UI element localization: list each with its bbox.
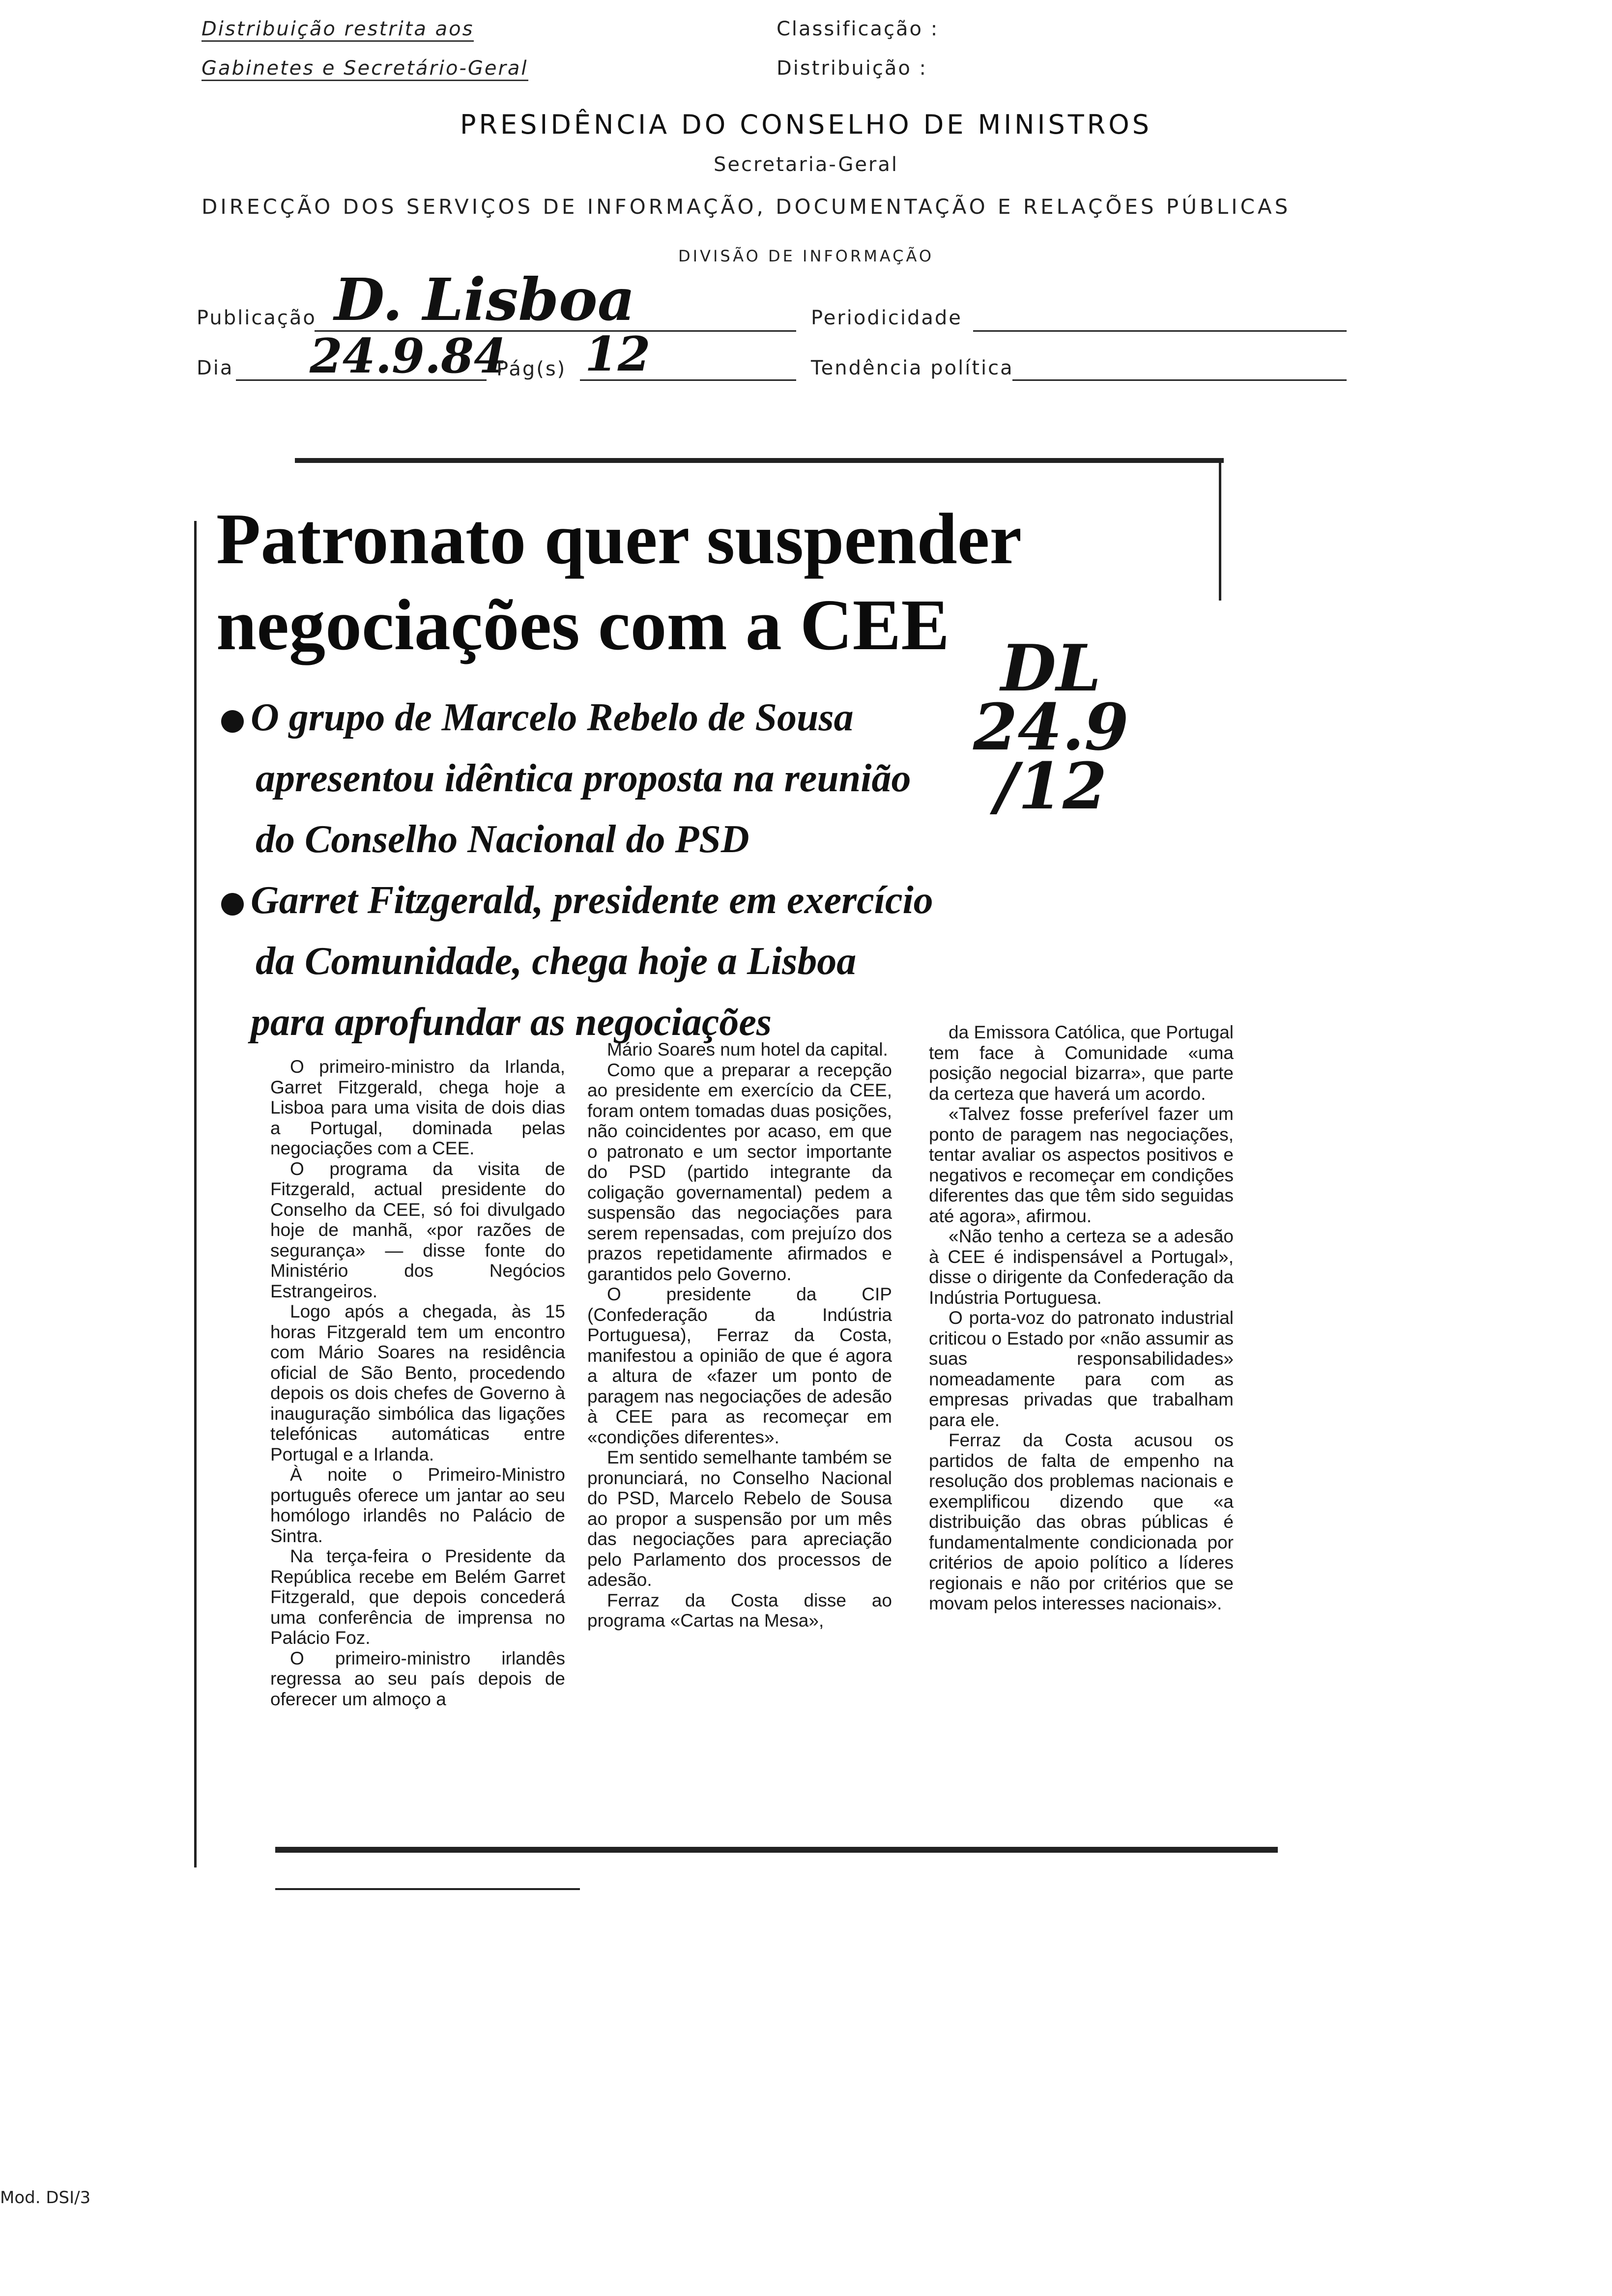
classification-label: Classificação : — [777, 18, 939, 40]
paragraph: À noite o Primeiro-Ministro português oferece um jantar ao seu homólogo irlandês no Palácio de Sintra. — [270, 1464, 565, 1546]
day-handwritten: 24.9.84 — [310, 328, 507, 384]
paragraph: Mário Soares num hotel da capital. — [607, 1039, 888, 1060]
bullet-2-line-1: Garret Fitzgerald, presidente em exercício — [221, 870, 933, 931]
paragraph: «Não tenho a certeza se a adesão à CEE é indispensável a Portugal», disse o dirigente da Confederação da Indústria Portuguesa. — [929, 1226, 1234, 1308]
article-column-3 — [929, 1022, 1234, 1614]
paragraph: Ferraz da Costa disse ao programa «Cartas na Mesa», — [587, 1590, 892, 1631]
paragraph: da Emissora Católica, que Portugal tem face à Comunidade «uma posição negocial bizarra», que parte da certeza que haverá um acordo. — [929, 1022, 1234, 1104]
paragraph: O programa da visita de Fitzgerald, actual presidente do Conselho da CEE, só foi divulgado hoje de manhã, «por razões de segurança» — disse fonte do Ministério dos Negócios Estrangeiros. — [270, 1158, 565, 1301]
clipping-top-rule — [295, 458, 1224, 463]
clipping-bottom-rule-short — [275, 1888, 580, 1890]
periodicity-label: Periodicidade — [811, 307, 962, 329]
publication-handwritten: D. Lisboa — [334, 265, 635, 334]
headline-line-2: negociações com a CEE — [216, 585, 950, 665]
margin-annotation — [973, 631, 1129, 824]
margin-annotation-line-1: DL — [1001, 631, 1101, 706]
day-label: Dia — [197, 357, 234, 379]
article-column-1 — [270, 1057, 565, 1709]
clipping-bottom-rule — [275, 1847, 1278, 1853]
paragraph: Em sentido semelhante também se pronunciará, no Conselho Nacional do PSD, Marcelo Rebelo de Sousa ao propor a suspensão por um mês das negociações para apreciação pelo Parlamento dos processos de adesão. — [587, 1447, 892, 1590]
paragraph: Na terça-feira o Presidente da República recebe em Belém Garret Fitzgerald, que depois concederá uma conferência de imprensa no Palácio Foz. — [270, 1546, 565, 1648]
directorate-line: DIRECÇÃO DOS SERVIÇOS DE INFORMAÇÃO, DOCUMENTAÇÃO E RELAÇÕES PÚBLICAS — [202, 195, 1291, 219]
restricted-line-2: Gabinetes e Secretário-Geral — [202, 57, 528, 81]
paragraph: O porta-voz do patronato industrial criticou o Estado por «não assumir as suas responsabilidades» nomeadamente para com as empresas privadas que trabalham para ele. — [929, 1308, 1234, 1430]
page-title: PRESIDÊNCIA DO CONSELHO DE MINISTROS — [460, 109, 1152, 140]
paragraph: Logo após a chegada, às 15 horas Fitzgerald tem um encontro com Mário Soares na residência oficial de São Bento, procedendo depois os dois chefes de Governo à inauguração simbólica das ligações telefónicas automáticas entre Portugal e a Irlanda. — [270, 1301, 565, 1464]
form-model-code: Mod. DSI/3 — [0, 2188, 91, 2208]
restricted-line-1: Distribuição restrita aos — [202, 18, 474, 42]
bullet-1-line-3: do Conselho Nacional do PSD — [256, 818, 749, 861]
bullet-dot-icon — [221, 893, 244, 916]
bullet-2-line-2: da Comunidade, chega hoje a Lisboa — [256, 940, 857, 983]
paragraph: O primeiro-ministro da Irlanda, Garret Fitzgerald, chega hoje a Lisboa para uma visita de dois dias a Portugal, dominada pelas negociações com a CEE. — [270, 1057, 565, 1158]
tendency-field-line — [1012, 379, 1347, 381]
page-subtitle: Secretaria-Geral — [713, 153, 898, 176]
bullet-2-line-3: para aprofundar as negociações — [251, 1001, 772, 1044]
pages-label: Pág(s) — [496, 358, 567, 380]
publication-label: Publicação — [197, 307, 317, 329]
periodicity-field-line — [973, 330, 1347, 332]
paragraph: O presidente da CIP (Confederação da Indústria Portuguesa), Ferraz da Costa, manifestou a opinião de que é agora a altura de «fazer um ponto de paragem nas negociações de adesão à CEE para as recomeçar em «condições diferentes». — [587, 1284, 892, 1447]
bullet-dot-icon — [221, 710, 244, 733]
margin-annotation-line-3: /12 — [995, 748, 1107, 824]
bullet-1-line-2: apresentou idêntica proposta na reunião — [256, 757, 911, 800]
headline-line-1: Patronato quer suspender — [216, 499, 1022, 579]
margin-annotation-line-2: 24.9 — [973, 689, 1129, 765]
bullet-1-line-1: O grupo de Marcelo Rebelo de Sousa — [221, 687, 854, 748]
article-column-2 — [587, 1039, 892, 1631]
tendency-label: Tendência política — [811, 357, 1014, 379]
division-line: DIVISÃO DE INFORMAÇÃO — [678, 247, 934, 265]
clipping-left-edge — [194, 521, 197, 1867]
clipping-right-edge — [1219, 458, 1221, 601]
paragraph: Como que a preparar a recepção ao presidente em exercício da CEE, foram ontem tomadas duas posições, não coincidentes por acaso, em que o patronato e um sector importante do PSD (partido integrante da coligação governamental) pedem a suspensão das negociações para serem repensadas, com prejuízo dos prazos repetidamente afirmados e garantidos pelo Governo. — [587, 1060, 892, 1284]
pages-handwritten: 12 — [585, 326, 651, 382]
paragraph: Ferraz da Costa acusou os partidos de falta de empenho na resolução dos problemas nacionais e exemplificou dizendo que «a distribuição das obras públicas é fundamentalmente condicionada por critérios de apoio político a líderes regionais e não por critérios que se movam pelos interesses nacionais». — [929, 1430, 1234, 1613]
paragraph: «Talvez fosse preferível fazer um ponto de paragem nas negociações, tentar avaliar os aspectos positivos e negativos e recomeçar em condições diferentes das que têm sido seguidas até agora», afirmou. — [929, 1104, 1234, 1226]
paragraph: O primeiro-ministro irlandês regressa ao seu país depois de oferecer um almoço a — [270, 1648, 565, 1709]
distribution-label: Distribuição : — [777, 57, 928, 80]
